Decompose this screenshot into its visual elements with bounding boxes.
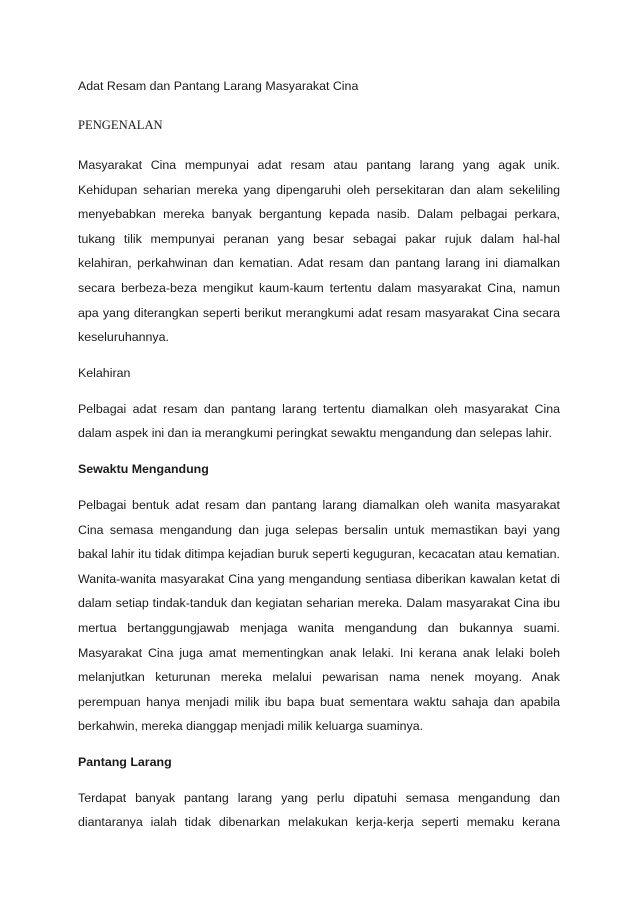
birth-paragraph: Pelbagai adat resam dan pantang larang tertentu diamalkan oleh masyarakat Cina dalam aspek ini dan ia merangkumi peringkat sewaktu mengandung dan selepas lahir.	[78, 401, 560, 441]
section-heading-pregnancy: Sewaktu Mengandung	[78, 461, 209, 476]
taboo-paragraph: Terdapat banyak pantang larang yang perlu dipatuhi semasa mengandung dan diantaranya ialah tidak dibenarkan melakukan kerja-kerja seperti memaku kerana	[78, 790, 560, 830]
pregnancy-paragraph: Pelbagai bentuk adat resam dan pantang larang diamalkan oleh wanita masyarakat Cina semasa mengandung dan juga selepas bersalin untuk memastikan bayi yang bakal lahir itu tidak ditimpa kejadian buruk seperti keguguran, kecacatan atau kematian. Wanita-wanita masyarakat Cina yang mengandung sentiasa diberikan kawalan ketat di dalam setiap tindak-tanduk dan kegiatan seharian mereka. Dalam masyarakat Cina ibu mertua bertanggungjawab menjaga wanita mengandung dan bukannya suami. Masyarakat Cina juga amat mementingkan anak lelaki. Ini kerana anak lelaki boleh melanjutkan keturunan mereka melalui pewarisan nama nenek moyang. Anak perempuan hanya menjadi milik ibu bapa buat sementara waktu sahaja dan apabila berkahwin, mereka dianggap menjadi milik keluarga suaminya.	[78, 497, 560, 734]
document-title: Adat Resam dan Pantang Larang Masyarakat Cina	[78, 79, 359, 93]
section-heading-taboo: Pantang Larang	[78, 754, 172, 769]
document-body	[78, 78, 560, 835]
introduction-paragraph: Masyarakat Cina mempunyai adat resam atau pantang larang yang agak unik. Kehidupan seharian mereka yang dipengaruhi oleh persekitaran dan alam sekeliling menyebabkan mereka banyak bergantung kepada nasib. Dalam pelbagai perkara, tukang tilik mempunyai peranan yang besar sebagai pakar rujuk dalam hal-hal kelahiran, perkahwinan dan kematian. Adat resam dan pantang larang ini diamalkan secara berbeza-beza mengikut kaum-kaum tertentu dalam masyarakat Cina, namun apa yang diterangkan seperti berikut merangkumi adat resam masyarakat Cina secara keseluruhannya.	[78, 158, 560, 345]
section-heading-introduction: PENGENALAN	[78, 118, 163, 132]
section-heading-birth: Kelahiran	[78, 365, 131, 380]
